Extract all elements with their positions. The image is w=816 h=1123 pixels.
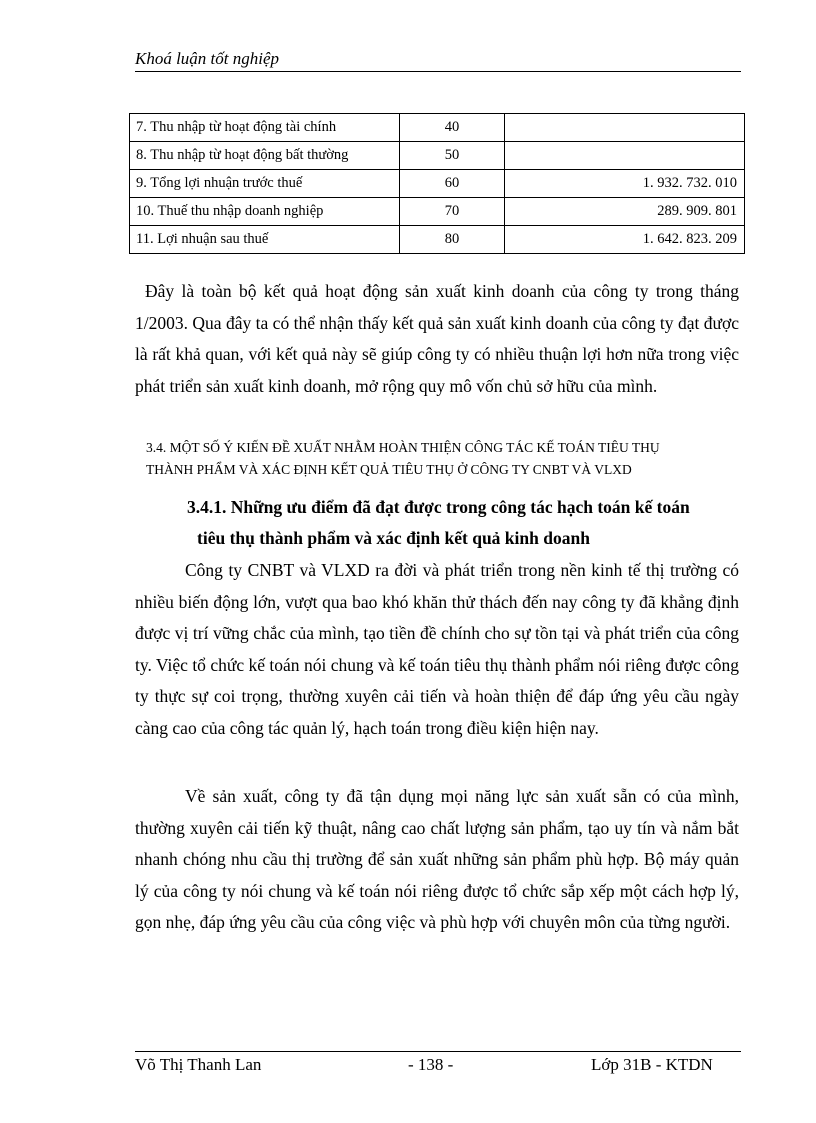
row-item-name: 8. Thu nhập từ hoạt động bất thường: [130, 142, 400, 170]
footer-author: Võ Thị Thanh Lan: [135, 1055, 262, 1074]
table-row: [130, 198, 745, 226]
summary-paragraph: Đây là toàn bộ kết quả hoạt động sản xuất kinh doanh của công ty trong tháng 1/2003. Qua đây ta có thể nhận thấy kết quả sản xuất kinh doanh của công ty đạt được là rất khả quan, với kết quả này sẽ giúp công ty có nhiều thuận lợi hơn nữa trong việc phát triển sản xuất kinh doanh, mở rộng quy mô vốn chủ sở hữu của mình.: [135, 281, 739, 396]
row-item-name: 9. Tổng lợi nhuận trước thuế: [130, 170, 400, 198]
row-item-code: 70: [400, 198, 505, 226]
row-item-value: 1. 642. 823. 209: [505, 226, 745, 254]
row-item-name: 10. Thuế thu nhập doanh nghiệp: [130, 198, 400, 226]
footer-rule: [135, 1051, 741, 1052]
section-heading-line: THÀNH PHẨM VÀ XÁC ĐỊNH KẾT QUẢ TIÊU THỤ Ở CÔNG TY CNBT VÀ VLXD: [146, 462, 632, 477]
row-item-code: 40: [400, 114, 505, 142]
row-item-name: 7. Thu nhập từ hoạt động tài chính: [130, 114, 400, 142]
subsection-heading: [135, 492, 739, 554]
row-item-code: 80: [400, 226, 505, 254]
footer-class: Lớp 31B - KTDN: [591, 1055, 713, 1074]
advantages-paragraph: Công ty CNBT và VLXD ra đời và phát triển trong nền kinh tế thị trường có nhiều biến động lớn, vượt qua bao khó khăn thử thách đến nay công ty đã khẳng định được vị trí vững chắc của mình, tạo tiền đề chính cho sự tồn tại và phát triển của công ty. Việc tổ chức kế toán nói chung và kế toán tiêu thụ thành phẩm nói riêng được công ty thực sự coi trọng, thường xuyên cải tiến và hoàn thiện để đáp ứng yêu cầu ngày càng cao của công tác quản lý, hạch toán trong điều kiện hiện nay.: [135, 560, 739, 738]
row-item-code: 60: [400, 170, 505, 198]
table-row: [130, 142, 745, 170]
section-heading-line: 3.4. MỘT SỐ Ý KIẾN ĐỀ XUẤT NHẰM HOÀN THIỆN CÔNG TÁC KẾ TOÁN TIÊU THỤ: [146, 440, 660, 455]
row-item-code: 50: [400, 142, 505, 170]
row-item-value: 289. 909. 801: [505, 198, 745, 226]
results-table: [129, 113, 745, 254]
header-rule: [135, 71, 741, 72]
table-row: [130, 226, 745, 254]
page-number: - 138 -: [408, 1055, 454, 1074]
row-item-value: [505, 142, 745, 170]
table-row: [130, 170, 745, 198]
row-item-name: 11. Lợi nhuận sau thuế: [130, 226, 400, 254]
table-row: [130, 114, 745, 142]
subsection-heading-line: tiêu thụ thành phẩm và xác định kết quả kinh doanh: [197, 528, 590, 548]
page-header-title: Khoá luận tốt nghiệp: [135, 49, 280, 68]
row-item-value: [505, 114, 745, 142]
row-item-value: 1. 932. 732. 010: [505, 170, 745, 198]
section-heading: [146, 437, 746, 481]
production-paragraph: Về sản xuất, công ty đã tận dụng mọi năng lực sản xuất sẵn có của mình, thường xuyên cải tiến kỹ thuật, nâng cao chất lượng sản phẩm, tạo uy tín và nắm bắt nhanh chóng nhu cầu thị trường để sản xuất những sản phẩm phù hợp. Bộ máy quản lý của công ty nói chung và kế toán nói riêng được tổ chức sắp xếp một cách hợp lý, gọn nhẹ, đáp ứng yêu cầu của công việc và phù hợp với chuyên môn của từng người.: [135, 786, 739, 932]
subsection-heading-line: 3.4.1. Những ưu điểm đã đạt được trong công tác hạch toán kế toán: [187, 497, 690, 517]
